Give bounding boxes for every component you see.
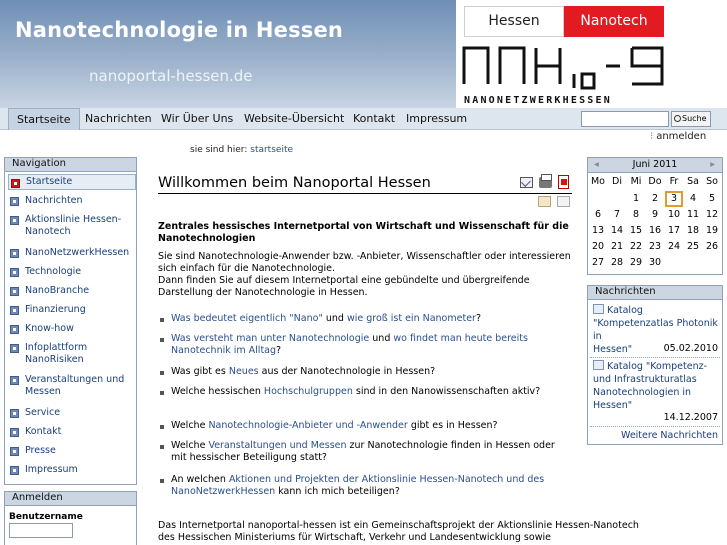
calendar-day[interactable]: 23 xyxy=(648,241,662,252)
breadcrumb-current[interactable]: startseite xyxy=(250,145,294,155)
breadcrumb-prefix: sie sind hier: xyxy=(190,145,248,155)
calendar-day[interactable]: 16 xyxy=(648,225,662,236)
calendar-today[interactable]: 3 xyxy=(665,191,683,207)
intro-footer-text: Das Internetportal nanoportal-hessen ist ein Gemeinschaftsprojekt der Aktionslinie Hessen-Nanotech des Hessischen Ministeriums für Wirtschaft, Verkehr und Landesentwicklung sowie xyxy=(158,520,639,543)
calendar-portlet xyxy=(587,157,723,275)
calendar-header xyxy=(588,158,722,173)
bullet-text: sind in den Nanowissenschaften aktiv? xyxy=(352,386,541,397)
calendar-day[interactable]: 25 xyxy=(686,241,700,252)
tab-nachrichten[interactable]: Nachrichten xyxy=(85,112,152,125)
site-title[interactable]: Nanotechnologie in Hessen xyxy=(15,18,344,42)
folder-icon xyxy=(10,325,19,334)
bullet-link[interactable]: Veranstaltungen und Messen xyxy=(208,440,347,451)
sidebar-item-aktionslinie[interactable]: Aktionslinie Hessen- Nanotech xyxy=(10,214,134,238)
calendar-day[interactable]: 6 xyxy=(594,209,602,220)
bullet-item xyxy=(160,474,572,498)
sidebar-item-service[interactable]: Service xyxy=(10,407,134,419)
folder-icon xyxy=(10,428,19,437)
navigation-title: Navigation xyxy=(5,158,136,172)
sidebar-item-impressum[interactable]: Impressum xyxy=(10,464,134,476)
calendar-day[interactable]: 12 xyxy=(705,209,719,220)
calendar-day[interactable]: 30 xyxy=(648,257,662,268)
news-item[interactable]: Katalog "Kompetenzatlas Photonik in Hessen" xyxy=(593,305,718,355)
tab-kontakt[interactable]: Kontakt xyxy=(353,112,396,125)
calendar-day[interactable]: 14 xyxy=(610,225,624,236)
news-divider xyxy=(590,426,720,427)
bullet-item xyxy=(160,386,572,398)
history-icon[interactable] xyxy=(557,196,570,207)
lead-text-2: Dann finden Sie auf diesem Internetportal eine gebündelte und übergreifende Darstellung der Nanotechnologie in Hessen. xyxy=(158,275,530,298)
calendar-day[interactable]: 29 xyxy=(629,257,643,268)
folder-icon xyxy=(10,216,19,225)
sidebar-item-infoplattform[interactable]: Infoplattform NanoRisiken xyxy=(10,342,134,366)
calendar-day-name: So xyxy=(706,176,718,187)
navigation-portlet xyxy=(4,157,137,485)
calendar-day[interactable]: 19 xyxy=(705,225,719,236)
calendar-day[interactable]: 4 xyxy=(689,193,697,204)
calendar-day[interactable]: 21 xyxy=(610,241,624,252)
tab-wir-ueber-uns[interactable]: Wir Über Uns xyxy=(161,112,234,125)
logo-nanotech-label: Nanotech xyxy=(564,6,664,37)
folder-icon xyxy=(10,287,19,296)
bullet-link[interactable]: wie groß ist ein Nanometer xyxy=(346,313,476,324)
folder-icon xyxy=(10,306,19,315)
bullet-item xyxy=(160,440,572,464)
calendar-day[interactable]: 9 xyxy=(651,209,659,220)
pdf-icon[interactable] xyxy=(558,175,569,189)
calendar-day[interactable]: 24 xyxy=(667,241,681,252)
folder-icon xyxy=(10,197,19,206)
calendar-day[interactable]: 18 xyxy=(686,225,700,236)
bullet-text: Welche xyxy=(171,420,209,431)
more-news-link[interactable]: Weitere Nachrichten xyxy=(620,430,718,441)
tab-startseite[interactable]: Startseite xyxy=(8,108,80,130)
username-field[interactable] xyxy=(9,523,73,538)
calendar-day-name: Do xyxy=(648,176,662,187)
bullet-text: Was gibt es xyxy=(171,366,229,377)
login-portlet xyxy=(4,491,137,545)
calendar-day[interactable]: 26 xyxy=(705,241,719,252)
folder-icon xyxy=(10,344,19,353)
sidebar-item-nachrichten[interactable]: Nachrichten xyxy=(10,195,134,207)
news-title: Nachrichten xyxy=(588,286,722,300)
news-icon xyxy=(593,360,604,370)
news-icon xyxy=(593,304,604,314)
nnh-logo-icon xyxy=(462,42,667,94)
calendar-day[interactable]: 1 xyxy=(632,193,640,204)
username-label: Benutzername xyxy=(9,512,83,522)
calendar-day[interactable]: 17 xyxy=(667,225,681,236)
calendar-day[interactable]: 15 xyxy=(629,225,643,236)
sidebar-item-veranstaltungen[interactable]: Veranstaltungen und Messen xyxy=(10,374,134,398)
calendar-day[interactable]: 5 xyxy=(708,193,716,204)
login-link[interactable] xyxy=(650,131,706,142)
bullet-item xyxy=(160,313,572,325)
login-title: Anmelden xyxy=(5,492,136,506)
breadcrumb xyxy=(190,145,293,155)
calendar-day[interactable]: 22 xyxy=(629,241,643,252)
login-link-label: anmelden xyxy=(656,131,707,142)
folder-icon xyxy=(10,268,19,277)
bullet-link[interactable]: Was bedeutet eigentlich "Nano" xyxy=(171,313,323,324)
bullet-text: und xyxy=(369,333,394,344)
logo-subtitle: NANONETZWERKHESSEN xyxy=(464,95,612,106)
bullet-text: Welche hessischen xyxy=(171,386,264,397)
calendar-day[interactable]: 11 xyxy=(686,209,700,220)
sidebar-item-finanzierung[interactable]: Finanzierung xyxy=(10,304,134,316)
title-divider xyxy=(158,193,572,194)
tab-website-uebersicht[interactable]: Website-Übersicht xyxy=(244,112,345,125)
folder-icon xyxy=(10,409,19,418)
calendar-day[interactable]: 10 xyxy=(667,209,681,220)
search-icon xyxy=(674,115,681,122)
calendar-day[interactable]: 28 xyxy=(610,257,624,268)
page-title: Willkommen beim Nanoportal Hessen xyxy=(158,175,431,191)
folder-icon xyxy=(10,447,19,456)
sidebar-item-nanobranche[interactable]: NanoBranche xyxy=(10,285,134,297)
print-icon[interactable] xyxy=(539,177,552,188)
bullet-text: An welchen xyxy=(171,474,229,485)
sidebar-item-know-how[interactable]: Know-how xyxy=(10,323,134,335)
calendar-day-name: Mo xyxy=(590,176,605,187)
logo-hessen-label: Hessen xyxy=(464,6,564,37)
tab-impressum[interactable]: Impressum xyxy=(406,112,468,125)
login-dots-icon: ⁝ xyxy=(650,131,654,142)
calendar-day[interactable]: 13 xyxy=(591,225,605,236)
sidebar-item-startseite[interactable]: Startseite xyxy=(8,174,136,190)
bullet-text: gibt es in Hessen? xyxy=(407,420,498,431)
calendar-day-name: Sa xyxy=(687,176,699,187)
calendar-month: Juni 2011 xyxy=(632,159,678,170)
sidebar-item-nanonetzwerk[interactable]: NanoNetzwerkHessen xyxy=(10,247,134,259)
lead-text xyxy=(158,251,572,299)
sidebar-item-technologie[interactable]: Technologie xyxy=(10,266,134,278)
calendar-day[interactable]: 8 xyxy=(632,209,640,220)
folder-icon xyxy=(10,376,19,385)
bullet-item xyxy=(160,420,572,432)
folder-icon xyxy=(10,466,19,475)
search-button[interactable] xyxy=(671,111,711,127)
bullet-text: aus der Nanotechnologie in Hessen? xyxy=(258,366,436,377)
edit-icon[interactable] xyxy=(538,196,551,207)
site-domain: nanoportal-hessen.de xyxy=(89,67,253,85)
calendar-day-name: Fr xyxy=(669,176,679,187)
calendar-day-name: Di xyxy=(612,176,622,187)
calendar-day[interactable]: 7 xyxy=(613,209,621,220)
home-icon xyxy=(11,179,20,188)
search-button-label: Suche xyxy=(682,114,707,123)
bullet-link[interactable]: Was versteht man unter Nanotechnologie xyxy=(171,333,370,344)
news-divider xyxy=(590,357,720,358)
bullet-link[interactable]: Hochschulgruppen xyxy=(263,386,353,397)
lead-heading: Zentrales hessisches Internetportal von Wirtschaft und Wissenschaft für die Nanotechnologien xyxy=(158,221,569,244)
calendar-day[interactable]: 2 xyxy=(651,193,659,204)
bullet-link[interactable]: Nanotechnologie-Anbieter und -Anwender xyxy=(208,420,408,431)
calendar-day-name: Mi xyxy=(630,176,642,187)
search-input[interactable] xyxy=(581,111,669,127)
news-item[interactable]: Katalog "Kompetenz- und Infrastrukturatlas Nanotechnologien in Hessen" xyxy=(593,361,708,411)
news-portlet xyxy=(587,285,723,445)
bullet-text: ? xyxy=(276,345,282,356)
news-date: 05.02.2010 xyxy=(663,343,718,354)
bullet-text: Welche xyxy=(171,440,209,451)
send-mail-icon[interactable] xyxy=(520,177,533,188)
bullet-text: ? xyxy=(475,313,481,324)
bullet-text: zur Nanotechnologie finden in Hessen oder mit hessischer Beteiligung statt? xyxy=(171,440,555,463)
bullet-link[interactable]: Neues xyxy=(228,366,259,377)
bullet-link[interactable]: Aktionen und Projekten der Aktionslinie Hessen-Nanotech und des NanoNetzwerkHessen xyxy=(171,474,545,497)
calendar-day[interactable]: 20 xyxy=(591,241,605,252)
bullet-text: kann ich mich beteiligen? xyxy=(275,486,400,497)
bullet-text: und xyxy=(322,313,347,324)
news-date: 14.12.2007 xyxy=(663,412,718,423)
bullet-item xyxy=(160,366,572,378)
bullet-link[interactable]: wo findet man heute bereits Nanotechnik im Alltag xyxy=(171,333,528,356)
calendar-day[interactable]: 27 xyxy=(591,257,605,268)
sidebar-item-presse[interactable]: Presse xyxy=(10,445,134,457)
bullet-item xyxy=(160,333,572,357)
folder-icon xyxy=(10,249,19,258)
calendar-next-icon[interactable]: ▸ xyxy=(710,159,715,170)
sidebar-item-kontakt[interactable]: Kontakt xyxy=(10,426,134,438)
calendar-prev-icon[interactable]: ◂ xyxy=(594,159,599,170)
lead-text-1: Sie sind Nanotechnologie-Anwender bzw. -Anbieter, Wissenschaftler oder interessieren sich einfach für die Nanotechnologie. xyxy=(158,251,571,274)
